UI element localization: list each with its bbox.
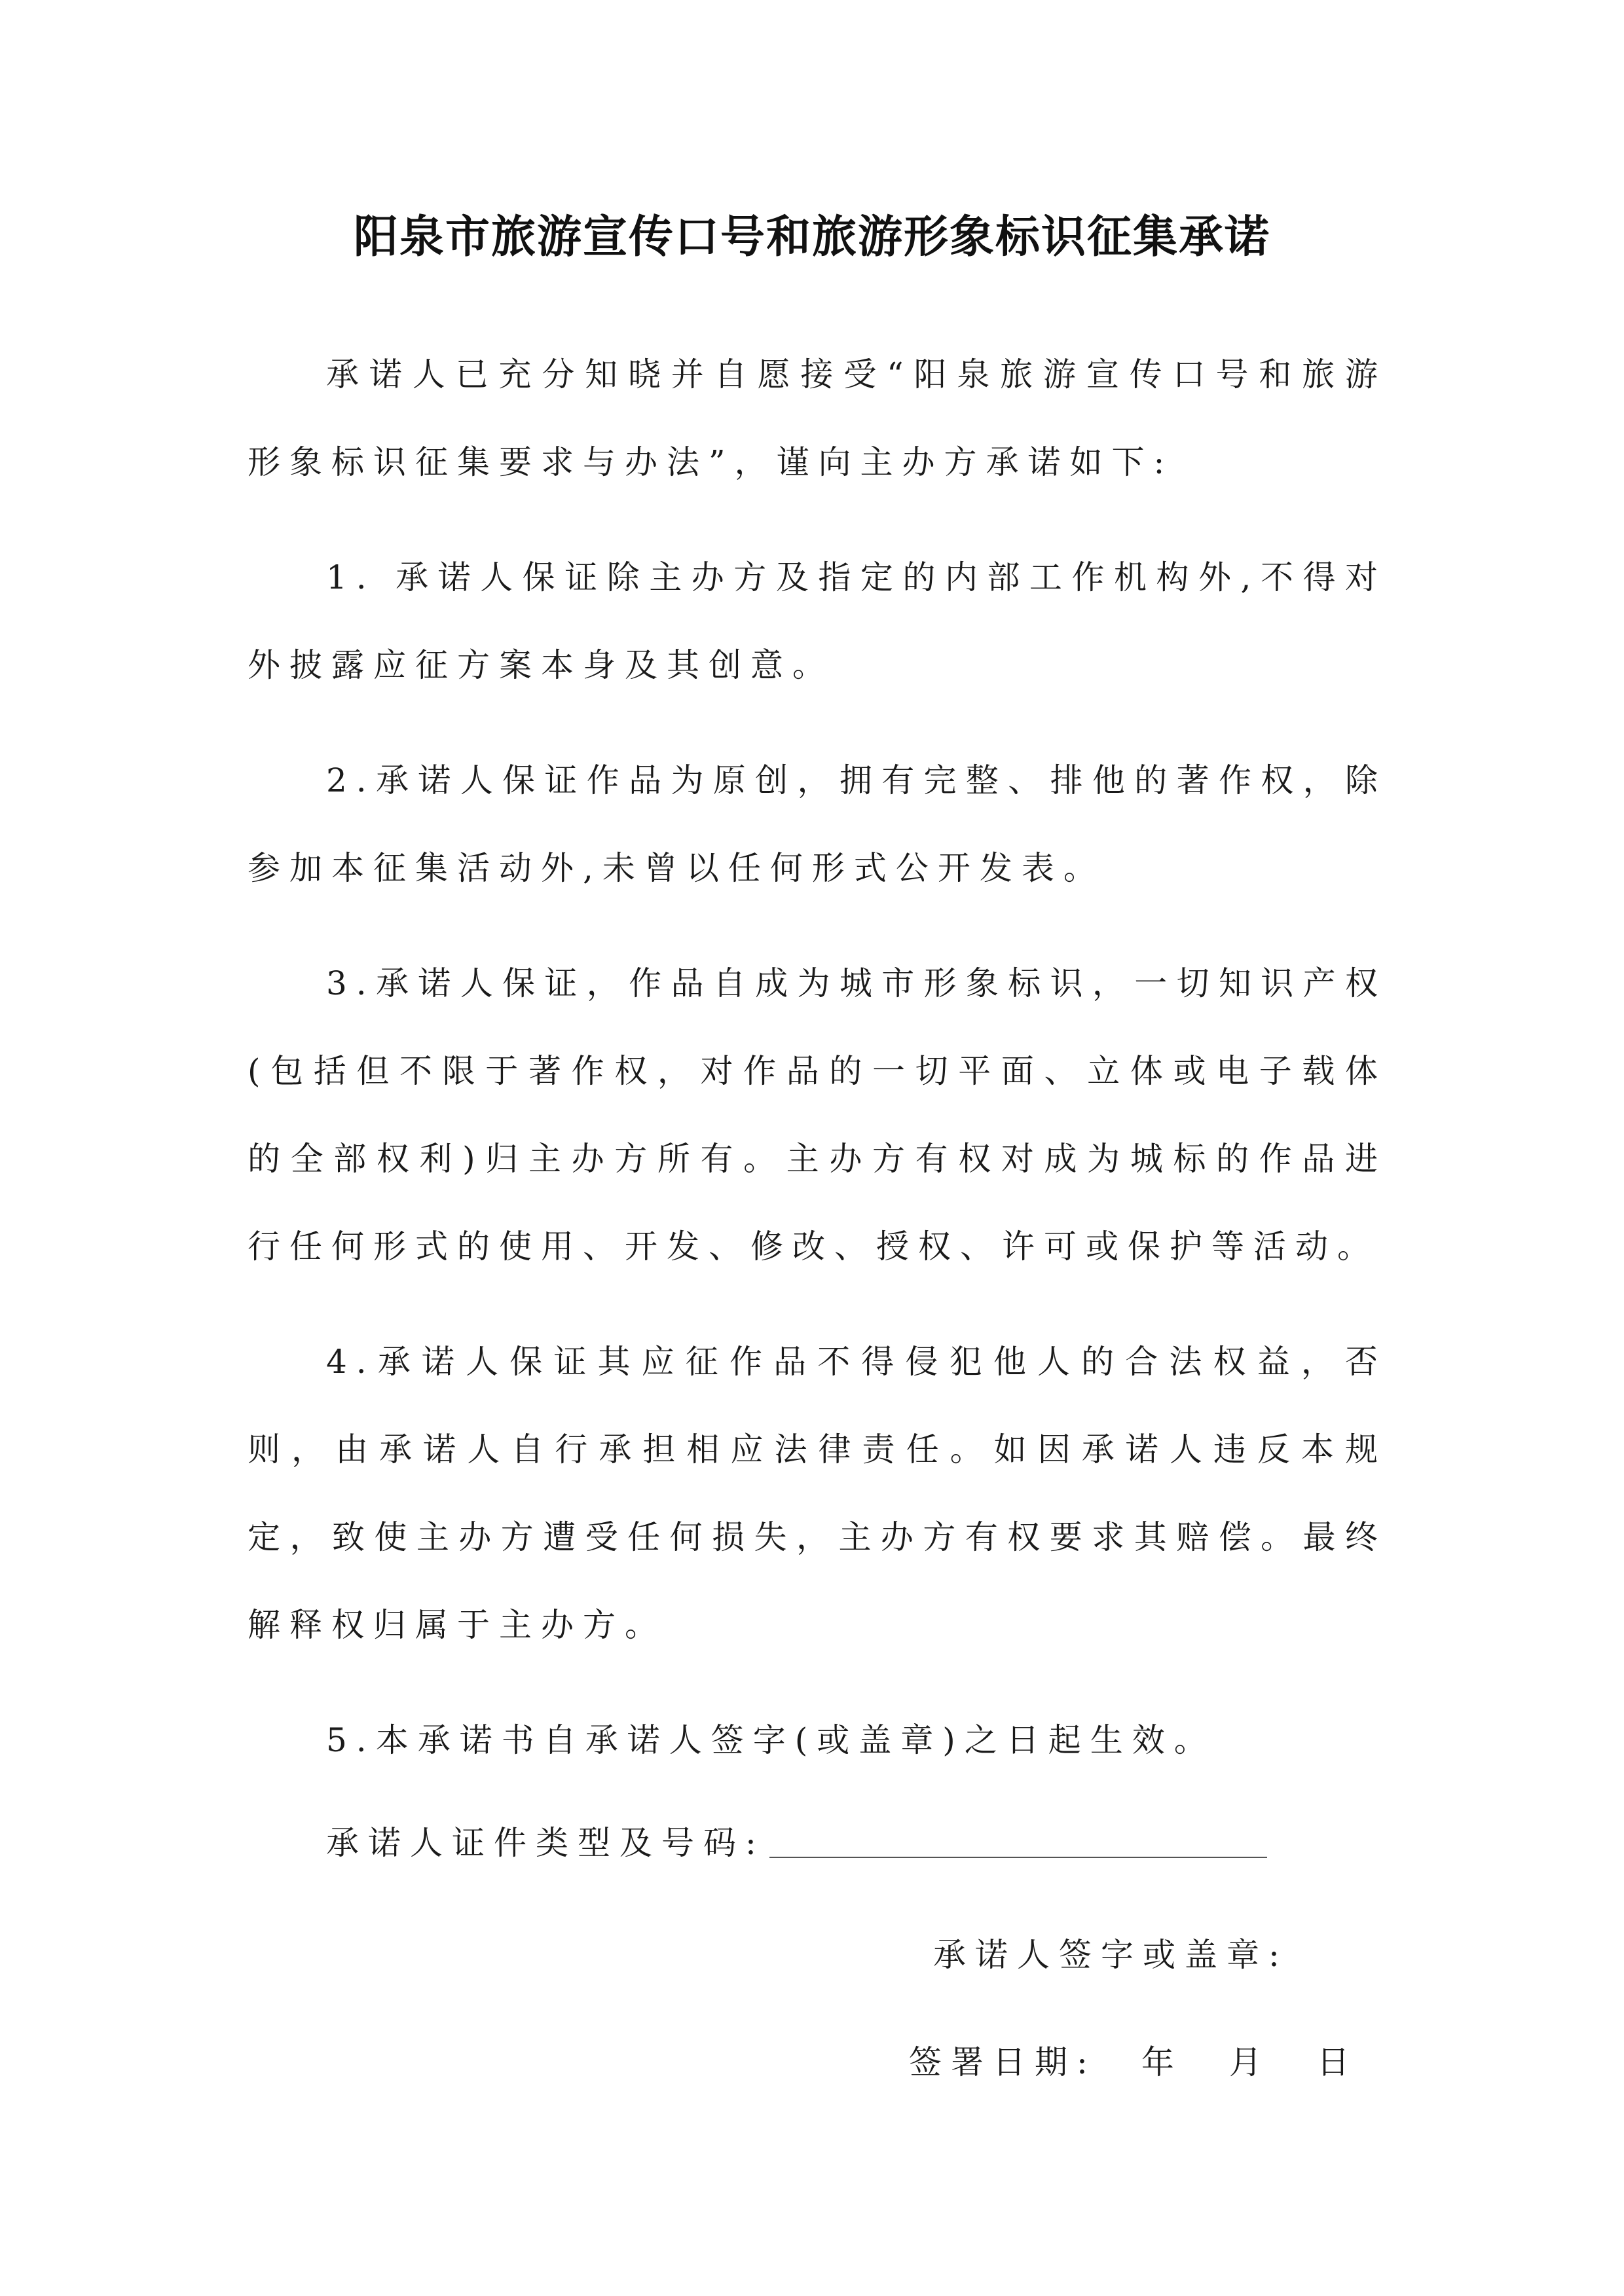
id-field-label: 承诺人证件类型及号码: (326, 1824, 766, 1862)
date-day: 日 (1316, 2043, 1359, 2081)
clause-5: 5.本承诺书自承诺人签字(或盖章)之日起生效。 (326, 1721, 1216, 1759)
document-body (248, 331, 1387, 1784)
clause-4: 4.承诺人保证其应征作品不得侵犯他人的合法权益，否则，由承诺人自行承担相应法律责任。如因承诺人违反本规定，致使主办方遭受任何损失，主办方有权要求其赔偿。最终解释权归属于主办方。 (248, 1343, 1387, 1644)
clause-2: 2.承诺人保证作品为原创，拥有完整、排他的著作权，除参加本征集活动外,未曾以任何形式公开发表。 (248, 761, 1387, 887)
date-year: 年 (1141, 2043, 1183, 2081)
id-field-line (326, 1799, 1267, 1887)
clause-3: 3.承诺人保证，作品自成为城市形象标识，一切知识产权(包括但不限于著作权，对作品的一切平面、立体或电子载体的全部权利)归主办方所有。主办方有权对成为城标的作品进行任何形式的使用、开发、修改、授权、许可或保护等活动。 (248, 964, 1387, 1266)
signature-label: 承诺人签字或盖章: (933, 1936, 1289, 1974)
document-title: 阳泉市旅游宣传口号和旅游形象标识征集承诺 (353, 211, 1270, 263)
clause-1: 1. 承诺人保证除主办方及指定的内部工作机构外,不得对外披露应征方案本身及其创意。 (248, 558, 1387, 684)
signature-line (933, 1911, 1289, 1999)
id-field-blank[interactable] (769, 1817, 1267, 1858)
date-month: 月 (1228, 2043, 1271, 2081)
intro-paragraph: 承诺人已充分知晓并自愿接受“阳泉旅游宣传口号和旅游形象标识征集要求与办法”，谨向主办方承诺如下: (248, 355, 1387, 481)
signing-date-line (909, 2018, 1359, 2106)
date-label: 签署日期: (909, 2043, 1097, 2081)
